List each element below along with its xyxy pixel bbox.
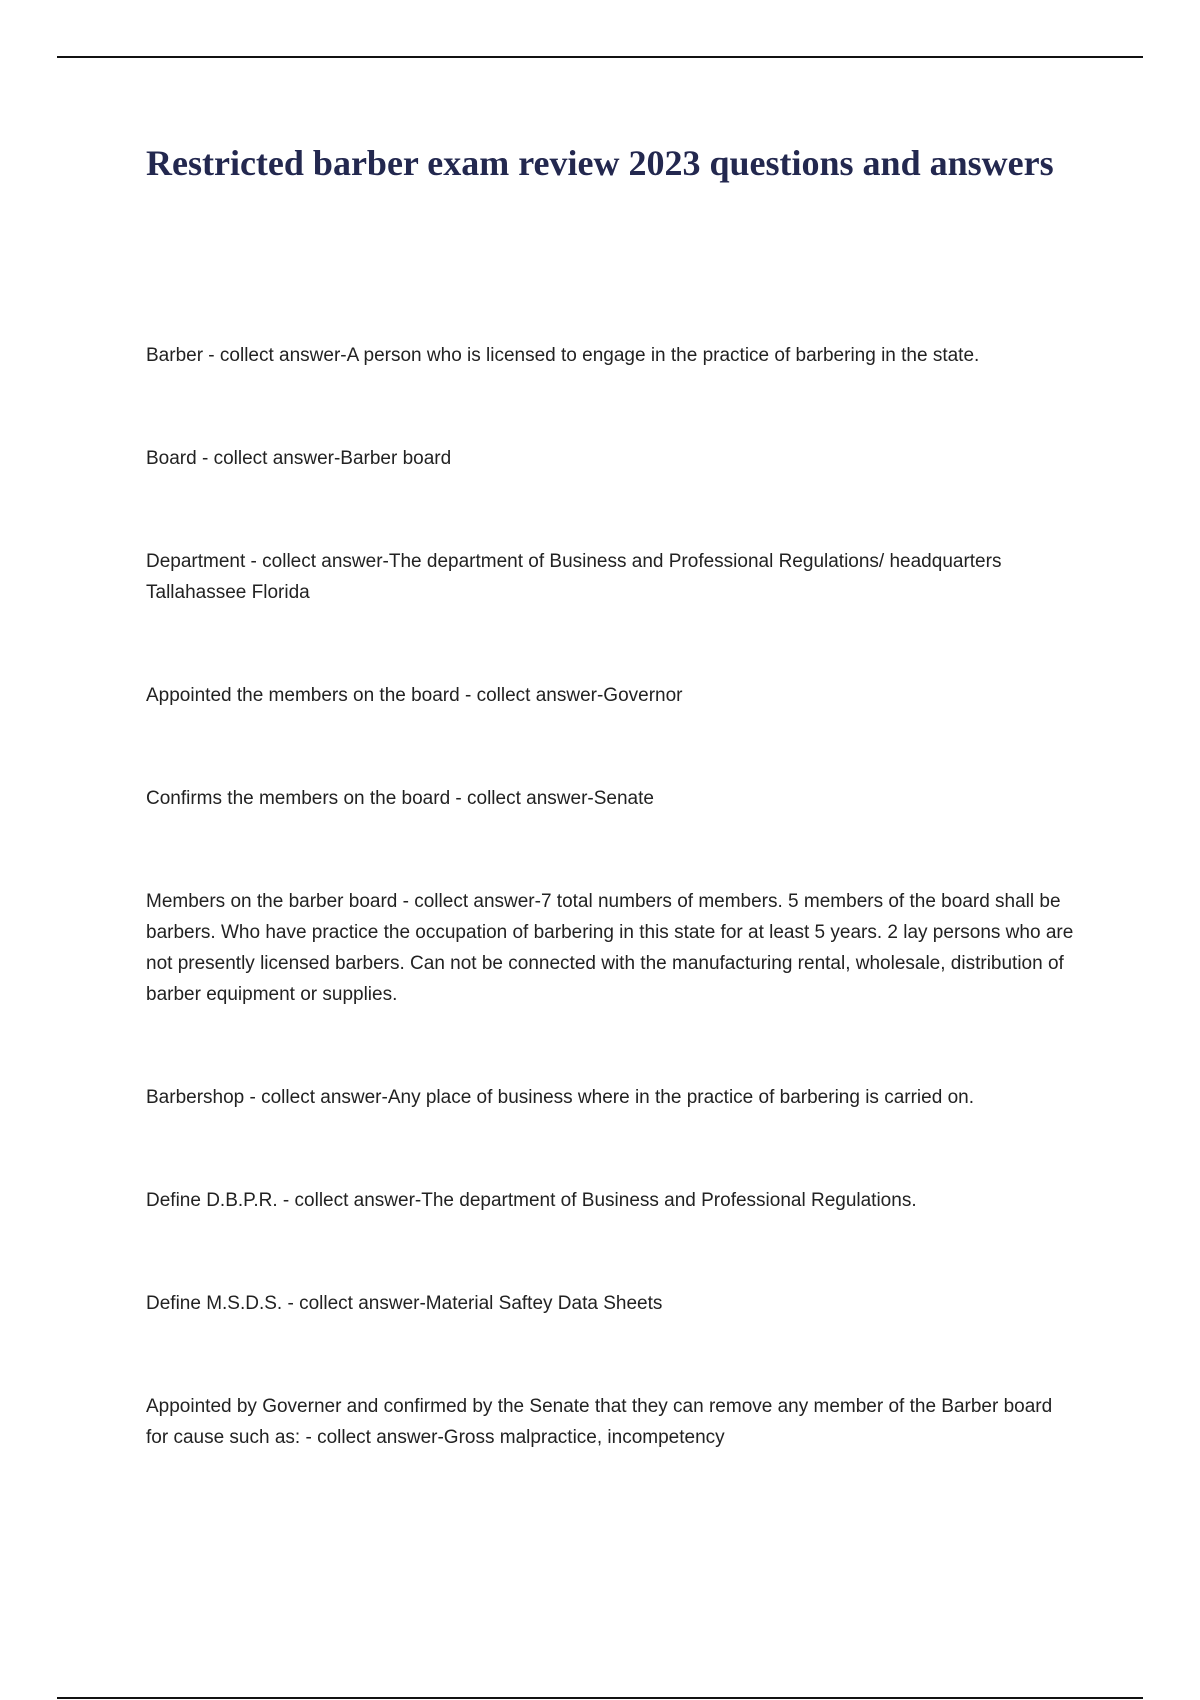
qa-item: Appointed the members on the board - collect answer-Governor	[146, 685, 683, 706]
qa-item: Confirms the members on the board - collect answer-Senate	[146, 788, 654, 809]
bottom-rule	[57, 1697, 1143, 1699]
qa-item: Members on the barber board - collect answer-7 total numbers of members. 5 members of the board shall be barbers. Who have practice the occupation of barbering in this state for at least 5 years. 2 lay persons who are not presently licensed barbers. Can not be connected with the manufacturing rental, wholesale, distribution of barber equipment or supplies.	[146, 891, 1074, 1005]
top-rule	[57, 56, 1143, 58]
qa-item: Appointed by Governer and confirmed by the Senate that they can remove any member of the Barber board for cause such as: - collect answer-Gross malpractice, incompetency	[146, 1396, 1053, 1448]
qa-item: Define D.B.P.R. - collect answer-The department of Business and Professional Regulations.	[146, 1190, 917, 1211]
document-title: Restricted barber exam review 2023 questions and answers	[146, 143, 1054, 183]
qa-item: Board - collect answer-Barber board	[146, 448, 452, 469]
qa-item: Barbershop - collect answer-Any place of business where in the practice of barbering is carried on.	[146, 1087, 974, 1108]
qa-item: Define M.S.D.S. - collect answer-Material Saftey Data Sheets	[146, 1293, 663, 1314]
qa-item: Barber - collect answer-A person who is licensed to engage in the practice of barbering in the state.	[146, 345, 980, 366]
qa-item: Department - collect answer-The department of Business and Professional Regulations/ headquarters Tallahassee Florida	[146, 551, 1002, 603]
